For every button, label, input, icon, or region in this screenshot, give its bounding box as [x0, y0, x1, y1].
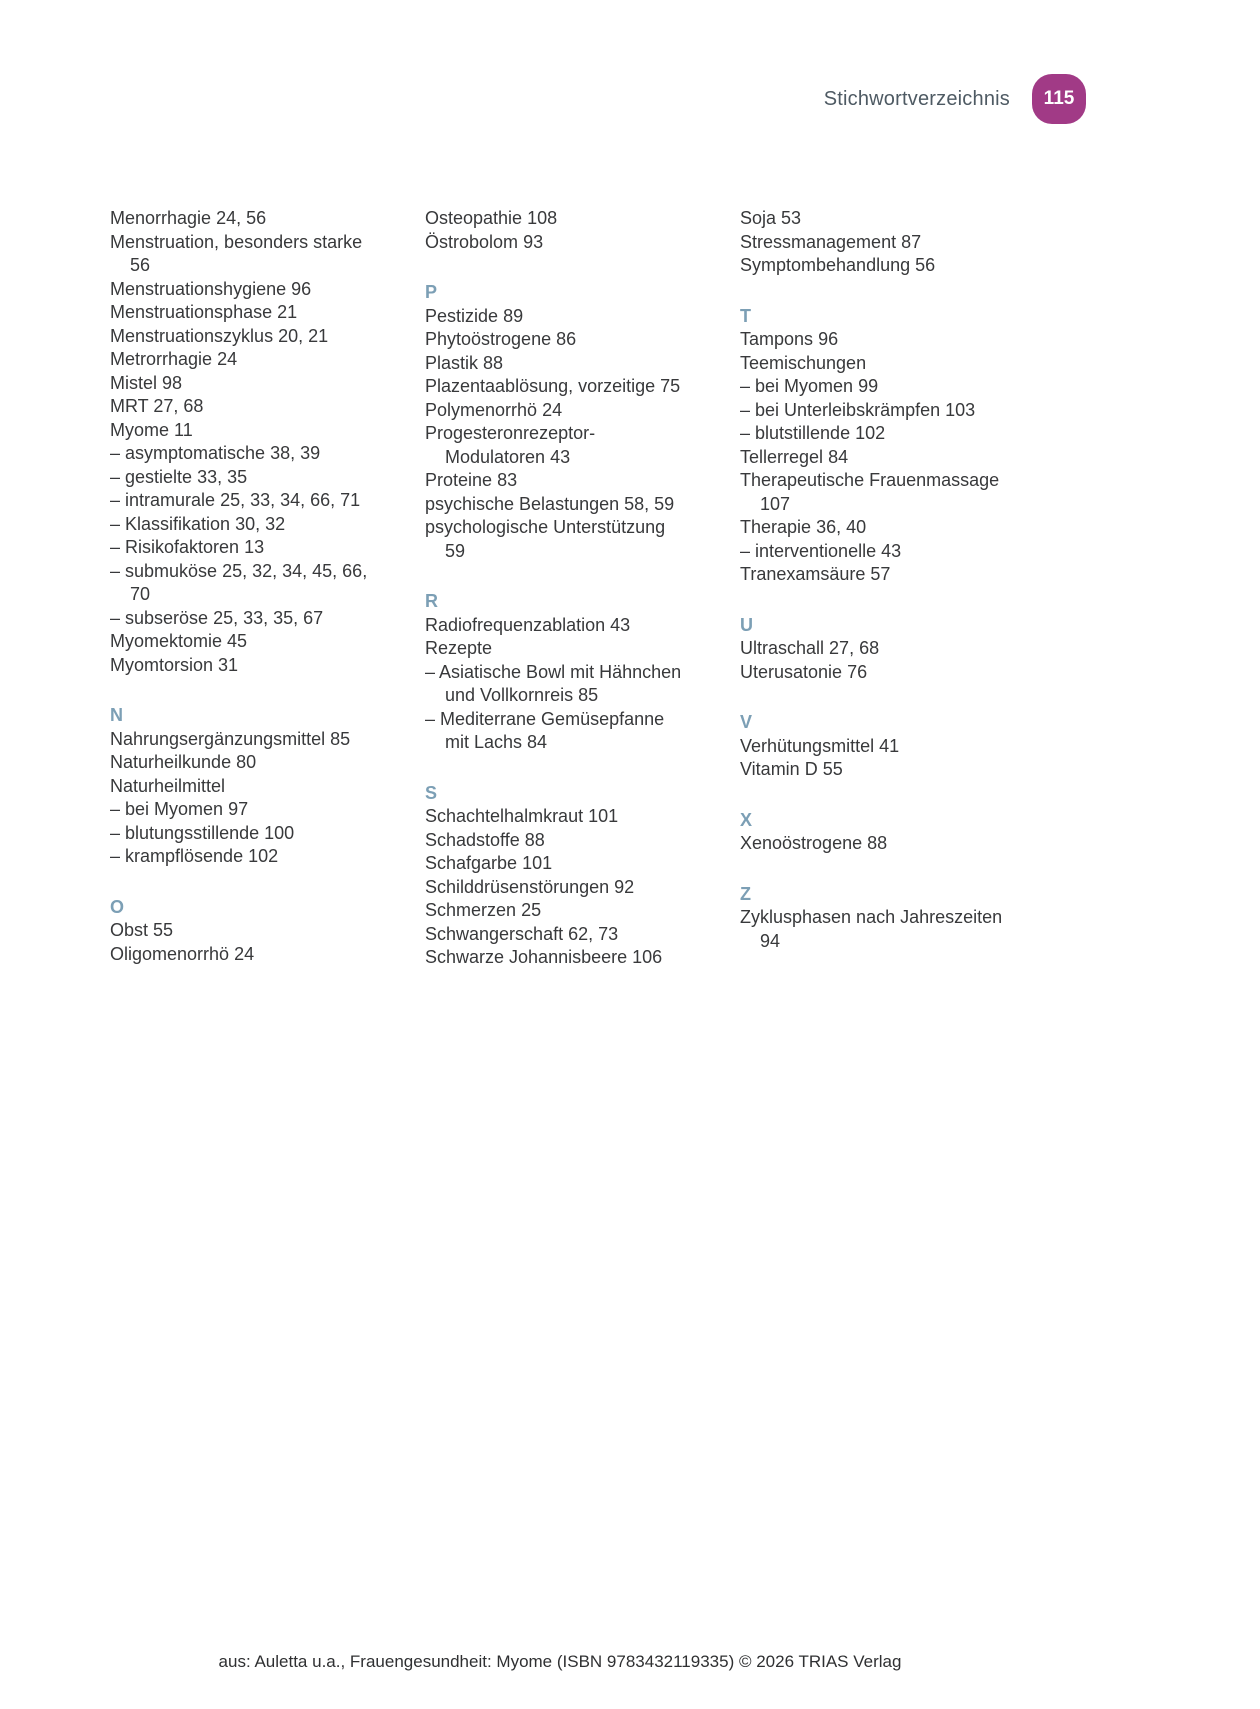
entry-term: Proteine [425, 470, 493, 490]
index-entry [740, 563, 1005, 587]
entry-pages: 43 [610, 614, 631, 635]
entry-pages: 24 [234, 943, 255, 964]
index-entry [425, 805, 690, 829]
entry-pages: 100 [264, 822, 295, 843]
entry-pages: 76 [847, 661, 868, 682]
letter-heading: P [425, 282, 438, 302]
entry-pages: 31 [218, 654, 239, 675]
index-entry [110, 207, 375, 231]
index-entry [110, 607, 375, 631]
entry-pages: 25, 33, 34, 66, 71 [220, 490, 361, 510]
entry-term: Schadstoffe [425, 829, 520, 850]
index-entry [425, 352, 690, 376]
entry-term: Myomektomie [110, 631, 223, 651]
index-entry [425, 231, 690, 255]
entry-term: – interventionelle [740, 540, 877, 561]
entry-term: – intramurale [110, 490, 216, 510]
entry-term: MRT [110, 396, 149, 416]
index-entry [110, 442, 375, 466]
index-entry [740, 254, 1005, 278]
entry-pages: 27, 68 [153, 396, 204, 416]
entry-pages: 80 [236, 752, 257, 772]
index-entry [425, 305, 690, 329]
index-entry [740, 540, 1005, 564]
entry-term: Nahrungsergänzungsmittel [110, 728, 326, 749]
index-column [110, 207, 375, 970]
page-title: Stichwortverzeichnis [823, 87, 1010, 110]
index-columns [110, 207, 1005, 970]
entry-pages: 56 [130, 255, 151, 275]
index-entry [425, 493, 690, 517]
entry-pages: 87 [901, 231, 922, 252]
entry-term: Metrorrhagie [110, 349, 213, 369]
entry-term: – bei Myomen [740, 376, 854, 396]
entry-pages: 41 [879, 735, 900, 756]
entry-term: Menstruation, besonders starke [110, 231, 363, 252]
entry-term: – blutstillende [740, 423, 851, 443]
entry-term: – subseröse [110, 607, 209, 628]
entry-pages: 33, 35 [197, 466, 248, 487]
index-column [740, 207, 1005, 970]
index-entry [740, 231, 1005, 255]
entry-pages: 20, 21 [278, 325, 329, 346]
index-entry [740, 516, 1005, 540]
entry-pages: 24, 56 [216, 208, 267, 228]
index-entry [110, 348, 375, 372]
entry-term: Verhütungsmittel [740, 735, 875, 756]
index-entry [740, 446, 1005, 470]
entry-pages: 75 [660, 376, 681, 396]
index-entry [740, 399, 1005, 423]
entry-term: – blutungsstillende [110, 822, 260, 843]
index-entry [740, 422, 1005, 446]
entry-pages: 102 [855, 423, 886, 443]
index-entry [740, 661, 1005, 685]
entry-term: psychologische Unterstützung [425, 517, 666, 537]
entry-pages: 96 [818, 329, 839, 349]
entry-pages: 97 [228, 799, 249, 819]
index-entry [425, 637, 690, 661]
index-entry [110, 489, 375, 513]
entry-term: Naturheilkunde [110, 752, 232, 772]
index-entry [425, 375, 690, 399]
entry-pages: 45 [227, 631, 248, 651]
entry-term: Obst [110, 920, 149, 940]
entry-term: Phytoöstrogene [425, 329, 552, 349]
index-entry [425, 923, 690, 947]
index-entry [110, 560, 375, 607]
index-entry [110, 372, 375, 396]
index-entry [425, 614, 690, 638]
entry-term: Therapie [740, 517, 812, 537]
entry-term: – asymptomatische [110, 443, 266, 463]
index-entry [110, 513, 375, 537]
entry-pages: 24 [217, 349, 238, 369]
entry-term: Myomtorsion [110, 654, 214, 675]
index-entry [110, 919, 375, 943]
entry-pages: 89 [503, 305, 524, 326]
index-entry [425, 661, 690, 708]
entry-pages: 83 [497, 470, 518, 490]
footer-credit: aus: Auletta u.a., Frauengesundheit: Myome (ISBN 9783432119335) © 2026 TRIAS Verlag [218, 1652, 902, 1671]
entry-term: Plazentaablösung, vorzeitige [425, 376, 656, 396]
letter-heading: X [740, 809, 753, 830]
entry-term: Uterusatonie [740, 661, 843, 682]
index-entry [425, 876, 690, 900]
entry-pages: 25, 33, 35, 67 [213, 607, 324, 628]
index-entry [110, 728, 375, 752]
index-entry [425, 207, 690, 231]
entry-pages: 21 [277, 302, 298, 322]
entry-term: Schafgarbe [425, 853, 518, 873]
entry-term: Xenoöstrogene [740, 833, 863, 853]
entry-pages: 106 [632, 947, 663, 967]
index-entry [740, 758, 1005, 782]
entry-term: Symptombehandlung [740, 255, 911, 275]
entry-term: – Asiatische Bowl mit Hähnchen und Vollkornreis [425, 661, 682, 705]
letter-heading: N [110, 705, 123, 725]
index-entry [110, 654, 375, 678]
index-entry [110, 278, 375, 302]
entry-term: Menstruationsphase [110, 302, 273, 322]
page-number-badge [1032, 74, 1086, 124]
entry-term: – Risikofaktoren [110, 537, 240, 557]
index-entry [425, 469, 690, 493]
index-entry [425, 399, 690, 423]
entry-pages: 57 [870, 564, 891, 584]
letter-heading: O [110, 896, 125, 917]
entry-term: – bei Unterleibskrämpfen [740, 399, 941, 420]
entry-term: – Mediterrane Gemüsepfanne mit Lachs [425, 708, 665, 752]
entry-pages: 88 [867, 833, 888, 853]
index-entry [425, 516, 690, 563]
index-entry [110, 231, 375, 278]
index-entry [740, 832, 1005, 856]
entry-term: – submuköse [110, 560, 218, 581]
index-entry [425, 829, 690, 853]
entry-pages: 24 [542, 399, 563, 420]
index-entry [110, 466, 375, 490]
entry-pages: 85 [578, 685, 599, 705]
entry-term: Therapeutische Frauenmassage [740, 470, 1000, 490]
entry-term: Naturheilmittel [110, 775, 226, 796]
index-entry [110, 775, 375, 799]
entry-pages: 56 [915, 255, 936, 275]
entry-pages: 101 [522, 853, 553, 873]
entry-term: – Klassifikation [110, 513, 231, 534]
entry-pages: 94 [760, 930, 781, 951]
entry-pages: 25, 32, 34, 45, 66, 70 [130, 560, 368, 604]
entry-term: Oligomenorrhö [110, 943, 230, 964]
index-entry [110, 845, 375, 869]
entry-term: psychische Belastungen [425, 493, 620, 514]
index-entry [740, 469, 1005, 516]
letter-heading: U [740, 614, 753, 635]
entry-term: Schmerzen [425, 900, 517, 920]
entry-term: Schilddrüsenstörungen [425, 876, 610, 897]
entry-term: Zyklusphasen nach Jahreszeiten [740, 907, 1003, 927]
index-entry [110, 395, 375, 419]
entry-term: – krampflösende [110, 846, 244, 866]
entry-pages: 38, 39 [270, 443, 321, 463]
entry-term: Pestizide [425, 305, 499, 326]
entry-term: Menstruationszyklus [110, 325, 274, 346]
entry-pages: 102 [248, 846, 279, 866]
page-header [824, 74, 1086, 124]
entry-term: Vitamin D [740, 759, 818, 779]
index-entry [740, 735, 1005, 759]
entry-pages: 98 [162, 372, 183, 393]
index-entry [740, 328, 1005, 352]
index-entry [425, 946, 690, 970]
entry-term: Menstruationshygiene [110, 278, 287, 299]
index-entry [110, 943, 375, 967]
entry-term: Rezepte [425, 638, 493, 658]
index-entry [110, 419, 375, 443]
index-entry [740, 352, 1005, 376]
index-entry [110, 325, 375, 349]
entry-pages: 27, 68 [829, 638, 880, 658]
page-number: 115 [1043, 88, 1075, 109]
index-entry [110, 798, 375, 822]
entry-term: Radiofrequenzablation [425, 614, 606, 635]
index-entry [425, 852, 690, 876]
entry-term: Progesteronrezeptor-Modulatoren [425, 423, 596, 467]
entry-pages: 107 [760, 493, 791, 514]
entry-pages: 43 [881, 540, 902, 561]
entry-pages: 62, 73 [568, 923, 619, 944]
entry-term: Schwarze Johannisbeere [425, 947, 628, 967]
index-entry [425, 422, 690, 469]
entry-pages: 58, 59 [624, 493, 675, 514]
entry-pages: 85 [330, 728, 351, 749]
entry-term: Ultraschall [740, 638, 825, 658]
entry-pages: 25 [521, 900, 542, 920]
entry-term: Osteopathie [425, 208, 523, 228]
entry-term: Östrobolom [425, 231, 519, 252]
entry-pages: 84 [527, 732, 548, 752]
index-entry [110, 822, 375, 846]
entry-term: Tranexamsäure [740, 564, 866, 584]
entry-term: Stressmanagement [740, 231, 897, 252]
entry-term: Polymenorrhö [425, 399, 538, 420]
index-entry [740, 906, 1005, 953]
entry-term: Schachtelhalmkraut [425, 806, 584, 826]
entry-term: Plastik [425, 352, 479, 373]
entry-pages: 103 [945, 399, 976, 420]
entry-term: – gestielte [110, 466, 193, 487]
index-entry [740, 375, 1005, 399]
entry-pages: 93 [523, 231, 544, 252]
index-entry [425, 899, 690, 923]
index-entry [740, 637, 1005, 661]
letter-heading: S [425, 782, 438, 803]
index-entry [740, 207, 1005, 231]
entry-pages: 84 [828, 446, 849, 467]
entry-pages: 55 [822, 759, 843, 779]
letter-heading: V [740, 712, 753, 732]
entry-term: – bei Myomen [110, 799, 224, 819]
entry-pages: 88 [524, 829, 545, 850]
entry-term: Tellerregel [740, 446, 824, 467]
entry-term: Tampons [740, 329, 814, 349]
entry-pages: 36, 40 [816, 517, 867, 537]
index-entry [425, 328, 690, 352]
entry-term: Soja [740, 208, 777, 228]
index-entry [425, 708, 690, 755]
entry-pages: 99 [858, 376, 879, 396]
entry-term: Menorrhagie [110, 208, 212, 228]
entry-pages: 59 [445, 540, 466, 561]
index-entry [110, 536, 375, 560]
entry-term: Schwangerschaft [425, 923, 564, 944]
index-entry [110, 751, 375, 775]
entry-term: Myome [110, 419, 170, 440]
entry-pages: 101 [588, 806, 619, 826]
entry-term: Teemischungen [740, 352, 867, 373]
index-entry [110, 301, 375, 325]
entry-pages: 30, 32 [235, 513, 286, 534]
entry-pages: 92 [614, 876, 635, 897]
entry-pages: 86 [556, 329, 577, 349]
letter-heading: T [740, 305, 751, 326]
entry-pages: 88 [483, 352, 504, 373]
entry-pages: 43 [550, 446, 571, 467]
index-column [425, 207, 690, 970]
entry-pages: 108 [527, 208, 558, 228]
entry-pages: 13 [244, 537, 265, 557]
entry-term: Mistel [110, 372, 158, 393]
entry-pages: 55 [153, 920, 174, 940]
entry-pages: 11 [174, 419, 193, 440]
entry-pages: 53 [781, 208, 802, 228]
entry-pages: 96 [291, 278, 312, 299]
letter-heading: Z [740, 883, 751, 904]
letter-heading: R [425, 591, 438, 611]
index-entry [110, 630, 375, 654]
